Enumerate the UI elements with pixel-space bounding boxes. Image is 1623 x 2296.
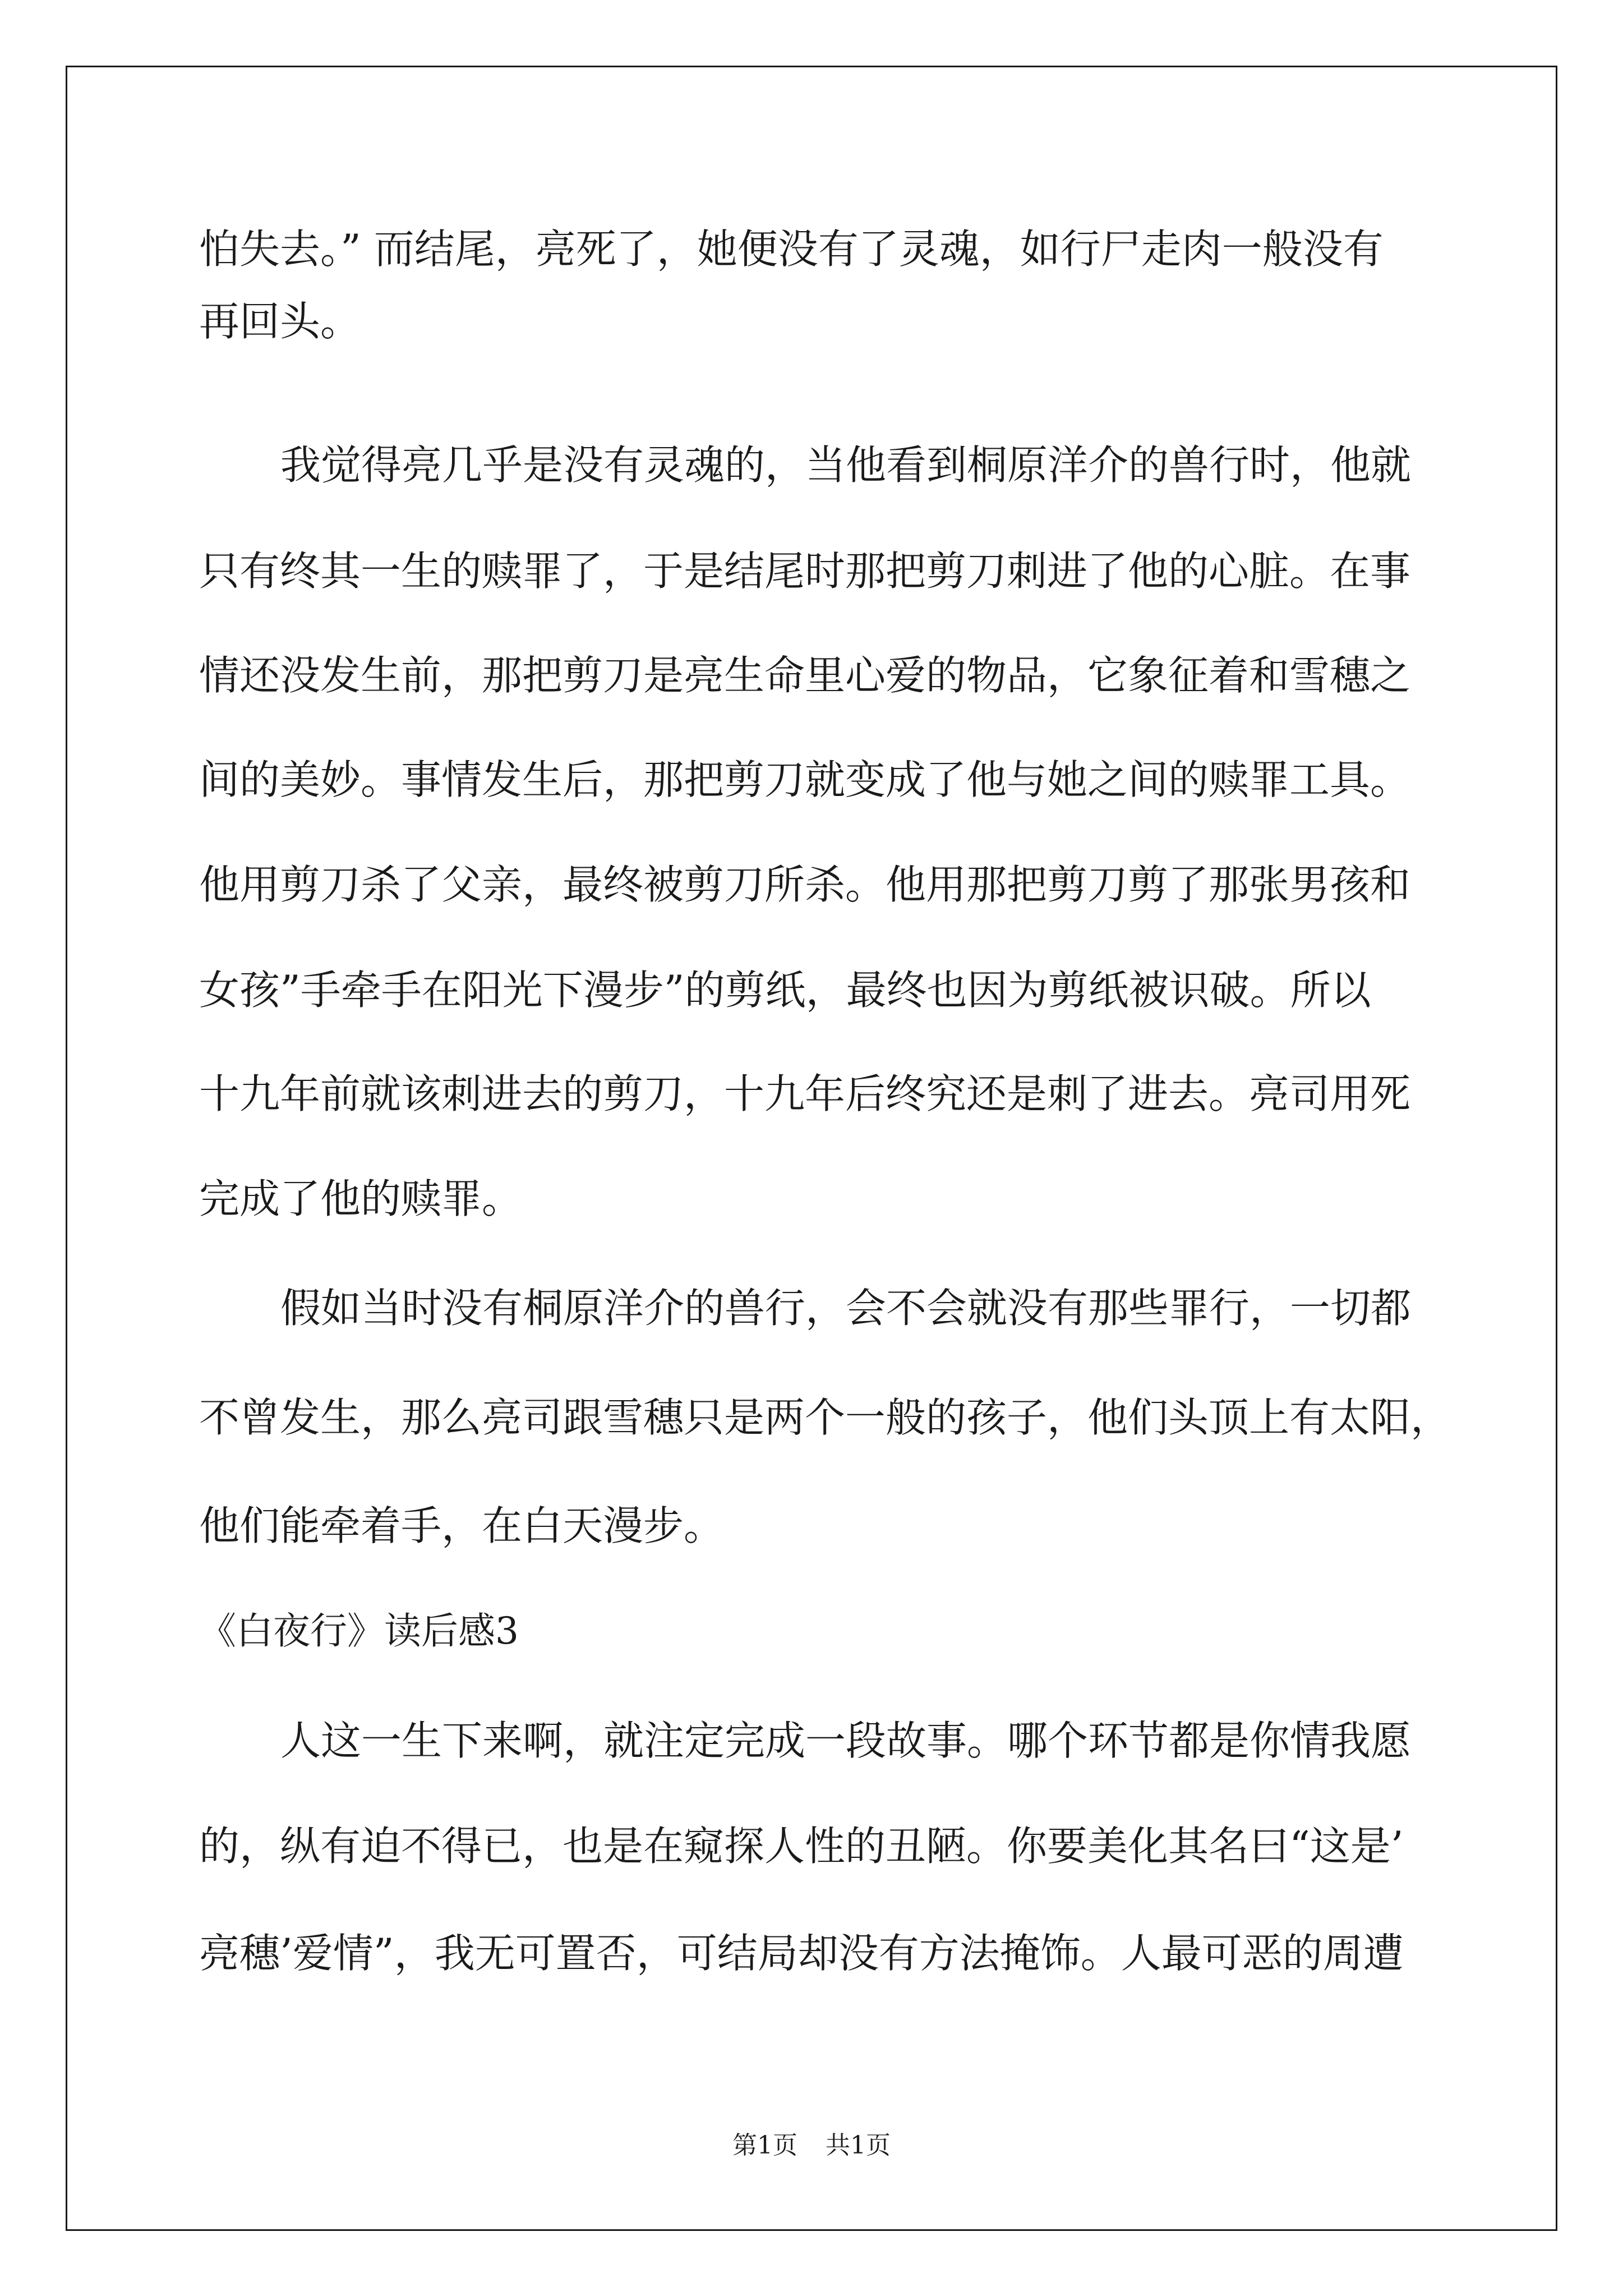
text-line: 十九年前就该刺进去的剪刀，十九年后终究还是刺了进去。亮司用死 xyxy=(199,1070,1411,1117)
page-total: 共1页 xyxy=(826,2131,891,2160)
page-footer xyxy=(0,2125,1623,2161)
text-line: 不曾发生，那么亮司跟雪穗只是两个一般的孩子，他们头顶上有太阳， xyxy=(199,1394,1451,1441)
text-line: 情还没发生前，那把剪刀是亮生命里心爱的物品，它象征着和雪穗之 xyxy=(199,652,1411,699)
paragraph-start: 假如当时没有桐原洋介的兽行，会不会就没有那些罪行，一切都 xyxy=(280,1285,1412,1332)
text-line: 亮穗’爱情”，我无可置否，可结局却没有方法掩饰。人最可恶的周遭 xyxy=(199,1930,1404,1977)
text-line: 再回头。 xyxy=(199,298,361,345)
text-line: 他用剪刀杀了父亲，最终被剪刀所杀。他用那把剪刀剪了那张男孩和 xyxy=(199,861,1411,908)
text-line: 怕失去。” 而结尾，亮死了，她便没有了灵魂，如行尸走肉一般没有 xyxy=(199,226,1384,273)
section-heading: 《白夜行》读后感3 xyxy=(199,1609,519,1653)
page-border xyxy=(66,66,1557,2231)
text-line: 他们能牵着手，在白天漫步。 xyxy=(199,1502,725,1549)
text-line: 女孩”手牵手在阳光下漫步”的剪纸，最终也因为剪纸被识破。所以 xyxy=(199,967,1371,1014)
text-line: 间的美妙。事情发生后，那把剪刀就变成了他与她之间的赎罪工具。 xyxy=(199,756,1411,803)
text-line: 的，纵有迫不得已，也是在窥探人性的丑陋。你要美化其名曰“这是’ xyxy=(199,1823,1404,1870)
page-number: 第1页 xyxy=(732,2131,797,2160)
text-line: 完成了他的赎罪。 xyxy=(199,1175,523,1222)
text-line: 只有终其一生的赎罪了，于是结尾时那把剪刀刺进了他的心脏。在事 xyxy=(199,547,1411,595)
paragraph-start: 我觉得亮几乎是没有灵魂的，当他看到桐原洋介的兽行时，他就 xyxy=(280,441,1412,489)
paragraph-start: 人这一生下来啊，就注定完成一段故事。哪个环节都是你情我愿 xyxy=(280,1717,1412,1764)
